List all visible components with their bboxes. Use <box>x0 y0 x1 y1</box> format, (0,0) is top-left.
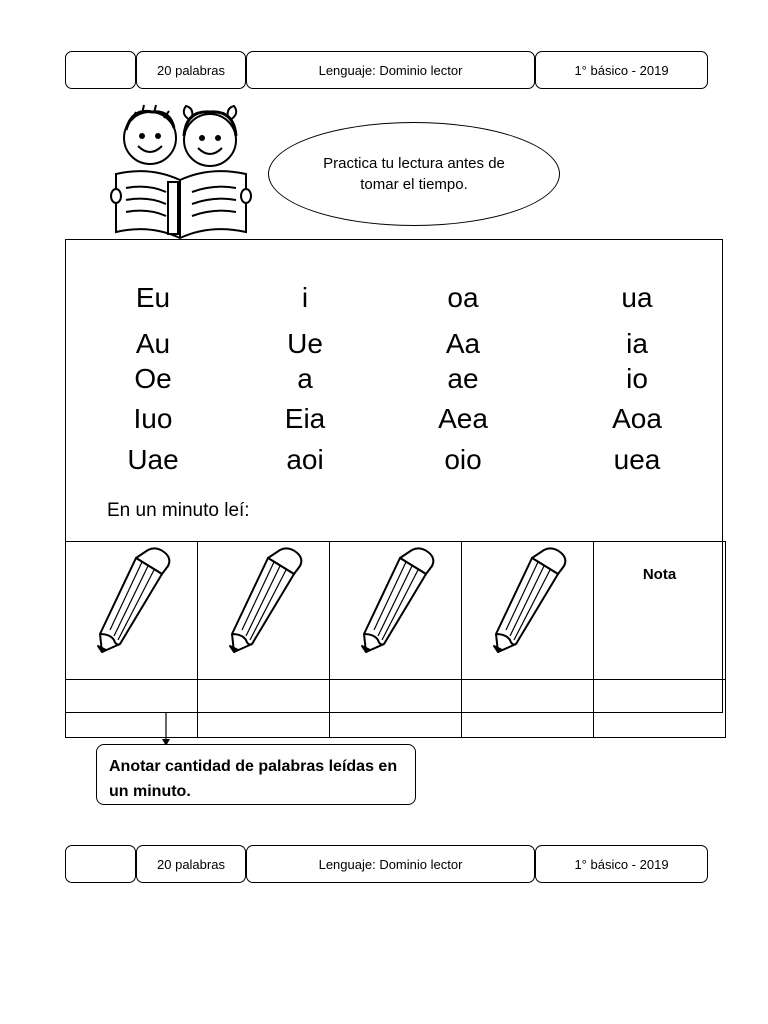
count-input-4[interactable] <box>462 680 594 738</box>
header-grade: 1° básico - 2019 <box>535 845 708 883</box>
syllable-r4-c1: Iuo <box>133 403 173 434</box>
pencil-icon <box>96 544 176 656</box>
instruction-note <box>96 744 416 805</box>
instruction-text: Practica tu lectura antes de tomar el tiempo. <box>323 155 505 193</box>
syllable-r1-c3: oa <box>447 282 479 313</box>
header-palabras: 20 palabras <box>136 51 246 89</box>
syllable-r2-c3: Aa <box>445 328 481 359</box>
syllable-r1-c4: ua <box>621 282 653 313</box>
syllable-r4-c4: Aoa <box>612 403 662 434</box>
score-grid <box>65 541 726 738</box>
syllable-r5-c3: oio <box>444 444 482 475</box>
syllable-r1-c2: i <box>301 282 309 313</box>
attempt-cell-2[interactable] <box>198 542 330 680</box>
header-subject: Lenguaje: Dominio lector <box>246 845 535 883</box>
syllable-r5-c1: Uae <box>127 444 179 475</box>
syllable-r3-c4: io <box>626 363 648 394</box>
nota-input[interactable] <box>594 680 726 738</box>
syllable-r4-c2: Eia <box>284 403 326 434</box>
header-top <box>0 51 768 91</box>
arrow-down-icon <box>161 713 171 747</box>
pencil-icon <box>360 544 440 656</box>
attempt-cell-3[interactable] <box>330 542 462 680</box>
syllable-r3-c2: a <box>297 363 313 394</box>
syllable-r5-c4: uea <box>613 444 661 475</box>
pencil-icon <box>492 544 572 656</box>
nota-header: Nota <box>594 542 726 680</box>
attempt-cell-4[interactable] <box>462 542 594 680</box>
instruction-note-text: Anotar cantidad de palabras leídas en un minuto. <box>109 758 398 800</box>
header-palabras: 20 palabras <box>136 845 246 883</box>
syllable-r5-c2: aoi <box>286 444 324 475</box>
count-input-3[interactable] <box>330 680 462 738</box>
count-input-2[interactable] <box>198 680 330 738</box>
instruction-bubble <box>268 122 560 226</box>
header-blank-box <box>65 845 136 883</box>
syllable-r3-c3: ae <box>447 363 479 394</box>
header-bottom <box>0 845 768 885</box>
attempt-cell-1[interactable] <box>66 542 198 680</box>
header-blank-box <box>65 51 136 89</box>
syllable-r3-c1: Oe <box>134 363 172 394</box>
count-input-1[interactable] <box>66 680 198 738</box>
syllable-r2-c1: Au <box>135 328 171 359</box>
header-grade: 1° básico - 2019 <box>535 51 708 89</box>
syllable-r4-c3: Aea <box>438 403 488 434</box>
syllable-r1-c1: Eu <box>135 282 171 313</box>
kids-reading-illustration <box>106 100 256 240</box>
syllable-r2-c2: Ue <box>287 328 323 359</box>
header-subject: Lenguaje: Dominio lector <box>246 51 535 89</box>
syllable-r2-c4: ia <box>626 328 648 359</box>
pencil-icon <box>228 544 308 656</box>
minute-label: En un minuto leí: <box>107 500 250 521</box>
